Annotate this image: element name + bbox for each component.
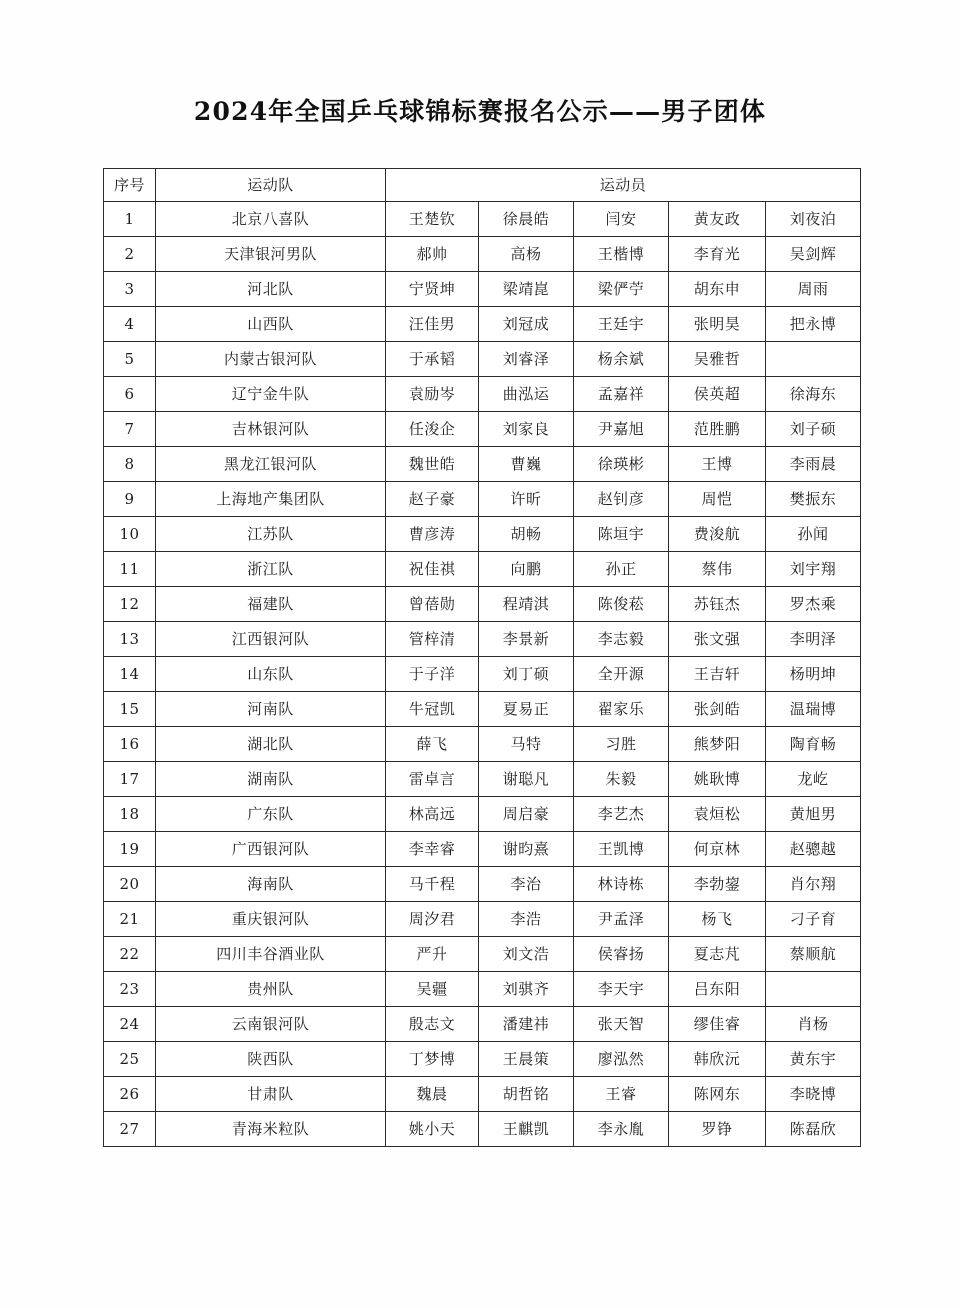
table-row bbox=[104, 587, 861, 622]
table-row bbox=[104, 1042, 861, 1077]
row-index-cell: 7 bbox=[104, 412, 156, 447]
player-name-cell: 张剑皓 bbox=[669, 692, 766, 727]
team-name-cell: 山西队 bbox=[156, 307, 386, 342]
team-name-cell: 湖南队 bbox=[156, 762, 386, 797]
player-name-cell: 李幸睿 bbox=[386, 832, 479, 867]
row-index-cell: 16 bbox=[104, 727, 156, 762]
player-name-cell: 张明昊 bbox=[669, 307, 766, 342]
player-name-cell: 尹嘉旭 bbox=[574, 412, 669, 447]
player-name-cell: 许昕 bbox=[479, 482, 574, 517]
player-name-cell: 胡畅 bbox=[479, 517, 574, 552]
player-name-cell: 李勃鋆 bbox=[669, 867, 766, 902]
player-name-cell: 罗杰乘 bbox=[766, 587, 861, 622]
team-name-cell: 辽宁金牛队 bbox=[156, 377, 386, 412]
player-name-cell: 于子洋 bbox=[386, 657, 479, 692]
roster-table-container bbox=[103, 168, 860, 1147]
table-row bbox=[104, 447, 861, 482]
player-name-cell: 刘夜泊 bbox=[766, 202, 861, 237]
player-name-cell: 马特 bbox=[479, 727, 574, 762]
player-name-cell: 孙正 bbox=[574, 552, 669, 587]
player-name-cell: 曹巍 bbox=[479, 447, 574, 482]
player-name-cell: 李治 bbox=[479, 867, 574, 902]
player-name-cell: 于承韬 bbox=[386, 342, 479, 377]
player-name-cell: 范胜鹏 bbox=[669, 412, 766, 447]
table-body bbox=[104, 202, 861, 1147]
row-index-cell: 24 bbox=[104, 1007, 156, 1042]
row-index-cell: 4 bbox=[104, 307, 156, 342]
player-name-cell: 魏晨 bbox=[386, 1077, 479, 1112]
player-name-cell: 陈俊菘 bbox=[574, 587, 669, 622]
player-name-cell: 刘子硕 bbox=[766, 412, 861, 447]
player-name-cell: 侯英超 bbox=[669, 377, 766, 412]
table-row bbox=[104, 202, 861, 237]
table-row bbox=[104, 727, 861, 762]
table-row bbox=[104, 972, 861, 1007]
team-name-cell: 陕西队 bbox=[156, 1042, 386, 1077]
row-index-cell: 25 bbox=[104, 1042, 156, 1077]
team-name-cell: 海南队 bbox=[156, 867, 386, 902]
team-name-cell: 江苏队 bbox=[156, 517, 386, 552]
player-name-cell: 王晨策 bbox=[479, 1042, 574, 1077]
player-name-cell: 闫安 bbox=[574, 202, 669, 237]
player-name-cell: 吴剑辉 bbox=[766, 237, 861, 272]
team-name-cell: 黑龙江银河队 bbox=[156, 447, 386, 482]
player-name-cell: 王睿 bbox=[574, 1077, 669, 1112]
team-name-cell: 湖北队 bbox=[156, 727, 386, 762]
row-index-cell: 22 bbox=[104, 937, 156, 972]
player-name-cell: 祝佳祺 bbox=[386, 552, 479, 587]
player-name-cell: 陈垣宇 bbox=[574, 517, 669, 552]
player-name-cell: 管梓清 bbox=[386, 622, 479, 657]
player-name-cell: 把永博 bbox=[766, 307, 861, 342]
team-name-cell: 天津银河男队 bbox=[156, 237, 386, 272]
player-name-cell: 孟嘉祥 bbox=[574, 377, 669, 412]
table-row bbox=[104, 692, 861, 727]
row-index-cell: 2 bbox=[104, 237, 156, 272]
player-name-cell: 王麒凯 bbox=[479, 1112, 574, 1147]
player-name-cell: 严升 bbox=[386, 937, 479, 972]
player-name-cell: 侯睿扬 bbox=[574, 937, 669, 972]
table-row bbox=[104, 902, 861, 937]
player-name-cell: 周启豪 bbox=[479, 797, 574, 832]
player-name-cell: 王楚钦 bbox=[386, 202, 479, 237]
player-name-cell: 徐海东 bbox=[766, 377, 861, 412]
page-title: 2024年全国乒乓球锦标赛报名公示——男子团体 bbox=[193, 97, 767, 126]
player-name-cell: 王廷宇 bbox=[574, 307, 669, 342]
player-name-cell: 姚小天 bbox=[386, 1112, 479, 1147]
player-name-cell: 黄友政 bbox=[669, 202, 766, 237]
player-name-cell: 徐瑛彬 bbox=[574, 447, 669, 482]
player-name-cell: 胡哲铭 bbox=[479, 1077, 574, 1112]
player-name-cell: 龙屹 bbox=[766, 762, 861, 797]
row-index-cell: 9 bbox=[104, 482, 156, 517]
player-name-cell: 李雨晨 bbox=[766, 447, 861, 482]
table-row bbox=[104, 377, 861, 412]
player-name-cell: 孙闻 bbox=[766, 517, 861, 552]
player-name-cell: 刘睿泽 bbox=[479, 342, 574, 377]
table-header bbox=[104, 169, 861, 202]
player-name-cell: 蔡伟 bbox=[669, 552, 766, 587]
team-name-cell: 贵州队 bbox=[156, 972, 386, 1007]
player-name-cell: 李天宇 bbox=[574, 972, 669, 1007]
player-name-cell: 李晓博 bbox=[766, 1077, 861, 1112]
team-name-cell: 吉林银河队 bbox=[156, 412, 386, 447]
table-row bbox=[104, 797, 861, 832]
column-header-index: 序号 bbox=[104, 169, 156, 202]
player-name-cell: 徐晨皓 bbox=[479, 202, 574, 237]
row-index-cell: 14 bbox=[104, 657, 156, 692]
table-header-row bbox=[104, 169, 861, 202]
table-row bbox=[104, 1077, 861, 1112]
table-row bbox=[104, 832, 861, 867]
player-name-cell: 杨余斌 bbox=[574, 342, 669, 377]
table-row bbox=[104, 867, 861, 902]
row-index-cell: 6 bbox=[104, 377, 156, 412]
player-name-cell: 周恺 bbox=[669, 482, 766, 517]
player-name-cell: 李浩 bbox=[479, 902, 574, 937]
player-name-cell: 曲泓运 bbox=[479, 377, 574, 412]
table-row bbox=[104, 272, 861, 307]
player-name-cell: 梁靖崑 bbox=[479, 272, 574, 307]
player-name-cell: 汪佳男 bbox=[386, 307, 479, 342]
player-name-cell: 吴雅哲 bbox=[669, 342, 766, 377]
player-name-cell: 陈网东 bbox=[669, 1077, 766, 1112]
team-name-cell: 上海地产集团队 bbox=[156, 482, 386, 517]
player-name-cell: 任浚企 bbox=[386, 412, 479, 447]
player-name-cell: 朱毅 bbox=[574, 762, 669, 797]
player-name-cell: 王博 bbox=[669, 447, 766, 482]
player-name-cell: 姚耿博 bbox=[669, 762, 766, 797]
player-name-cell: 郝帅 bbox=[386, 237, 479, 272]
team-name-cell: 广西银河队 bbox=[156, 832, 386, 867]
player-name-cell: 雷卓言 bbox=[386, 762, 479, 797]
player-name-cell: 刁子育 bbox=[766, 902, 861, 937]
team-name-cell: 甘肃队 bbox=[156, 1077, 386, 1112]
player-name-cell: 潘建祎 bbox=[479, 1007, 574, 1042]
row-index-cell: 15 bbox=[104, 692, 156, 727]
player-name-cell bbox=[766, 972, 861, 1007]
player-name-cell: 曹彦涛 bbox=[386, 517, 479, 552]
player-name-cell: 罗铮 bbox=[669, 1112, 766, 1147]
team-name-cell: 河北队 bbox=[156, 272, 386, 307]
row-index-cell: 21 bbox=[104, 902, 156, 937]
player-name-cell: 习胜 bbox=[574, 727, 669, 762]
team-name-cell: 浙江队 bbox=[156, 552, 386, 587]
table-row bbox=[104, 412, 861, 447]
table-row bbox=[104, 1007, 861, 1042]
player-name-cell: 熊梦阳 bbox=[669, 727, 766, 762]
table-row bbox=[104, 307, 861, 342]
player-name-cell: 殷志文 bbox=[386, 1007, 479, 1042]
player-name-cell: 韩欣沅 bbox=[669, 1042, 766, 1077]
row-index-cell: 13 bbox=[104, 622, 156, 657]
row-index-cell: 5 bbox=[104, 342, 156, 377]
table-row bbox=[104, 762, 861, 797]
team-name-cell: 江西银河队 bbox=[156, 622, 386, 657]
player-name-cell: 苏钰杰 bbox=[669, 587, 766, 622]
player-name-cell: 宁贤坤 bbox=[386, 272, 479, 307]
player-name-cell: 马千程 bbox=[386, 867, 479, 902]
player-name-cell: 曾蓓勋 bbox=[386, 587, 479, 622]
player-name-cell: 谢聪凡 bbox=[479, 762, 574, 797]
team-name-cell: 北京八喜队 bbox=[156, 202, 386, 237]
player-name-cell: 周汐君 bbox=[386, 902, 479, 937]
table-row bbox=[104, 552, 861, 587]
player-name-cell: 李永胤 bbox=[574, 1112, 669, 1147]
player-name-cell: 陈磊欣 bbox=[766, 1112, 861, 1147]
player-name-cell: 李明泽 bbox=[766, 622, 861, 657]
player-name-cell: 吴疆 bbox=[386, 972, 479, 1007]
player-name-cell: 袁烜松 bbox=[669, 797, 766, 832]
player-name-cell: 樊振东 bbox=[766, 482, 861, 517]
player-name-cell bbox=[766, 342, 861, 377]
player-name-cell: 全开源 bbox=[574, 657, 669, 692]
player-name-cell: 胡东申 bbox=[669, 272, 766, 307]
team-name-cell: 青海米粒队 bbox=[156, 1112, 386, 1147]
row-index-cell: 27 bbox=[104, 1112, 156, 1147]
roster-table bbox=[103, 168, 861, 1147]
player-name-cell: 翟家乐 bbox=[574, 692, 669, 727]
player-name-cell: 肖杨 bbox=[766, 1007, 861, 1042]
team-name-cell: 山东队 bbox=[156, 657, 386, 692]
row-index-cell: 11 bbox=[104, 552, 156, 587]
player-name-cell: 杨明坤 bbox=[766, 657, 861, 692]
table-row bbox=[104, 622, 861, 657]
player-name-cell: 向鹏 bbox=[479, 552, 574, 587]
player-name-cell: 杨飞 bbox=[669, 902, 766, 937]
player-name-cell: 牛冠凯 bbox=[386, 692, 479, 727]
player-name-cell: 高杨 bbox=[479, 237, 574, 272]
row-index-cell: 1 bbox=[104, 202, 156, 237]
team-name-cell: 四川丰谷酒业队 bbox=[156, 937, 386, 972]
player-name-cell: 赵骢越 bbox=[766, 832, 861, 867]
table-row bbox=[104, 1112, 861, 1147]
player-name-cell: 王楷博 bbox=[574, 237, 669, 272]
player-name-cell: 缪佳睿 bbox=[669, 1007, 766, 1042]
player-name-cell: 李景新 bbox=[479, 622, 574, 657]
row-index-cell: 17 bbox=[104, 762, 156, 797]
player-name-cell: 赵钊彦 bbox=[574, 482, 669, 517]
row-index-cell: 18 bbox=[104, 797, 156, 832]
player-name-cell: 刘丁硕 bbox=[479, 657, 574, 692]
player-name-cell: 薛飞 bbox=[386, 727, 479, 762]
column-header-players: 运动员 bbox=[386, 169, 861, 202]
player-name-cell: 张文强 bbox=[669, 622, 766, 657]
table-row bbox=[104, 517, 861, 552]
player-name-cell: 林高远 bbox=[386, 797, 479, 832]
player-name-cell: 陶育畅 bbox=[766, 727, 861, 762]
player-name-cell: 蔡顺航 bbox=[766, 937, 861, 972]
player-name-cell: 刘家良 bbox=[479, 412, 574, 447]
team-name-cell: 重庆银河队 bbox=[156, 902, 386, 937]
player-name-cell: 尹孟泽 bbox=[574, 902, 669, 937]
player-name-cell: 林诗栋 bbox=[574, 867, 669, 902]
player-name-cell: 袁励岑 bbox=[386, 377, 479, 412]
row-index-cell: 12 bbox=[104, 587, 156, 622]
player-name-cell: 王吉轩 bbox=[669, 657, 766, 692]
team-name-cell: 内蒙古银河队 bbox=[156, 342, 386, 377]
player-name-cell: 谢昀熹 bbox=[479, 832, 574, 867]
row-index-cell: 20 bbox=[104, 867, 156, 902]
player-name-cell: 刘宇翔 bbox=[766, 552, 861, 587]
team-name-cell: 云南银河队 bbox=[156, 1007, 386, 1042]
player-name-cell: 黄旭男 bbox=[766, 797, 861, 832]
row-index-cell: 10 bbox=[104, 517, 156, 552]
player-name-cell: 程靖淇 bbox=[479, 587, 574, 622]
player-name-cell: 梁俨苧 bbox=[574, 272, 669, 307]
player-name-cell: 夏志芃 bbox=[669, 937, 766, 972]
table-row bbox=[104, 342, 861, 377]
player-name-cell: 李艺杰 bbox=[574, 797, 669, 832]
player-name-cell: 夏易正 bbox=[479, 692, 574, 727]
table-row bbox=[104, 237, 861, 272]
player-name-cell: 赵子豪 bbox=[386, 482, 479, 517]
column-header-team: 运动队 bbox=[156, 169, 386, 202]
player-name-cell: 费浚航 bbox=[669, 517, 766, 552]
player-name-cell: 张天智 bbox=[574, 1007, 669, 1042]
row-index-cell: 19 bbox=[104, 832, 156, 867]
row-index-cell: 3 bbox=[104, 272, 156, 307]
player-name-cell: 魏世皓 bbox=[386, 447, 479, 482]
row-index-cell: 23 bbox=[104, 972, 156, 1007]
player-name-cell: 李志毅 bbox=[574, 622, 669, 657]
player-name-cell: 刘文浩 bbox=[479, 937, 574, 972]
team-name-cell: 河南队 bbox=[156, 692, 386, 727]
team-name-cell: 福建队 bbox=[156, 587, 386, 622]
table-row bbox=[104, 657, 861, 692]
player-name-cell: 刘冠成 bbox=[479, 307, 574, 342]
player-name-cell: 王凯博 bbox=[574, 832, 669, 867]
player-name-cell: 吕东阳 bbox=[669, 972, 766, 1007]
player-name-cell: 李育光 bbox=[669, 237, 766, 272]
team-name-cell: 广东队 bbox=[156, 797, 386, 832]
player-name-cell: 刘骐齐 bbox=[479, 972, 574, 1007]
table-row bbox=[104, 937, 861, 972]
row-index-cell: 8 bbox=[104, 447, 156, 482]
player-name-cell: 肖尔翔 bbox=[766, 867, 861, 902]
player-name-cell: 何京林 bbox=[669, 832, 766, 867]
player-name-cell: 丁梦博 bbox=[386, 1042, 479, 1077]
player-name-cell: 黄东宇 bbox=[766, 1042, 861, 1077]
player-name-cell: 温瑞博 bbox=[766, 692, 861, 727]
player-name-cell: 周雨 bbox=[766, 272, 861, 307]
table-row bbox=[104, 482, 861, 517]
player-name-cell: 廖泓然 bbox=[574, 1042, 669, 1077]
row-index-cell: 26 bbox=[104, 1077, 156, 1112]
